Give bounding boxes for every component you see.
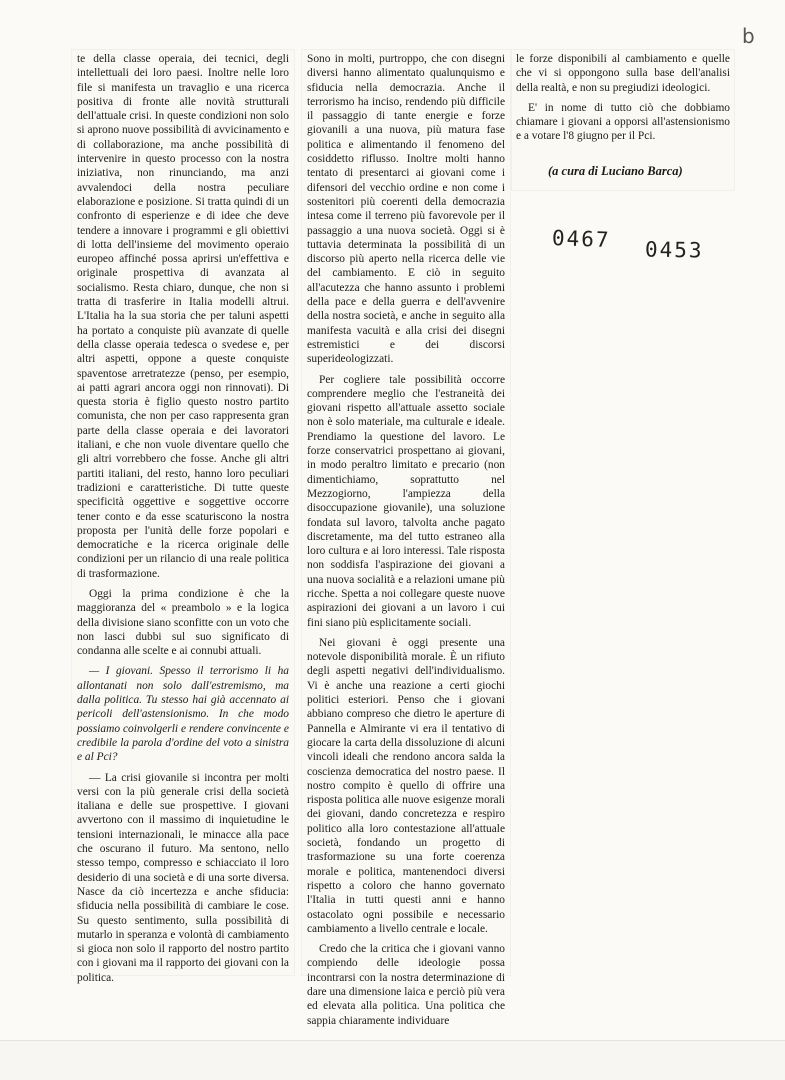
article-paragraph: — La crisi giovanile si incontra per molti versi con la più generale crisi della società italiana e delle sue prospettive. I giovani avvertono con il massimo di inquietudine le tensioni internazionali, le minacce alla pace che oscurano il futuro. Ma sentono, nello stesso tempo, compresso e schiacciato il loro desiderio di una società e di una sorte diversa. Nasce da ciò incertezza e anche sfiducia: sfiducia nella possibilità di cambiare le cose. Su questo sentimento, sulla possibilità di mutarlo in speranza e volontà di cambiamento si gioca non solo il rapporto del nostro partito con i giovani ma il rapporto dei giovani con la politica.	[77, 771, 289, 984]
article-paragraph: te della classe operaia, dei tecnici, degli intellettuali dei loro paesi. Inoltre nelle loro file si manifesta un travaglio e una ricerca positiva di fronte alle novità strutturali dell'attuale crisi. In queste condizioni non solo si aprono nuove possibilità di avvicinamento e di collaborazione, ma anche possibilità di intervenire in questo processo con la nostra iniziativa, non rinunciando, ma anzi avvalendoci della nostra peculiare elaborazione e posizione. Si tratta quindi di un confronto di esperienze e di idee che deve tendere a innovare i programmi e gli obiettivi di lotta dell'insieme del movimento operaio europeo affinché possa aprirsi un'effettiva e originale prospettiva di avanzata al socialismo. Resta chiaro, dunque, che non si tratta di trasferire in Italia modelli altrui. L'Italia ha la sua storia che per taluni aspetti ha portato a conquiste più avanzate di quelle della classe operaia tedesca o svedese e, per altri aspetti, oppone a queste conquiste spaventose arretratezze (penso, per esempio, ai patti agrari ancora oggi non rinnovati). Di questa storia è figlio questo nostro partito comunista, che non per caso rappresenta gran parte della classe operaia e dei lavoratori italiani, e che non vuole diventare quello che gli altri vorrebbero che fosse. Anche gli altri partiti italiani, del resto, hanno loro peculiari tradizioni e caratteristiche. Di tutte queste specificità oggettive e soggettive occorre tener conto e da esse scaturiscono la nostra proposta per l'unità delle forze popolari e democratiche e la ricerca originale delle condizioni per un rilancio di una reale politica di trasformazione.	[77, 53, 289, 580]
archive-stamp-number-1: 0467	[551, 225, 611, 253]
article-paragraph: Sono in molti, purtroppo, che con disegni diversi hanno alimentato qualunquismo e sfiducia nella democrazia. Anche il terrorismo ha inciso, rendendo più difficile il passaggio di tante energie e forze giovanili a una nuova, più matura fase politica e alimentando il fenomeno del cosiddetto riflusso. Inoltre molti hanno tentato di presentarci ai giovani come i difensori del vecchio ordine e non come i sostenitori più coerenti della democrazia intesa come il terreno più favorevole per il passaggio a una nuova società. Oggi si è tuttavia determinata la possibilità di un discorso più aperto nella ricerca delle vie del cambiamento. E ciò in seguito all'acutezza che hanno assunto i problemi della pace e della guerra e dell'avvenire della nostra società, e anche in seguito alla manifesta vacuità e alla crisi dei disegni estremistici e dei discorsi superideologizzati.	[307, 53, 505, 366]
article-paragraph: Nei giovani è oggi presente una notevole disponibilità morale. È un rifiuto degli aspetti negativi dell'individualismo. Vi è anche una reazione a certi giochi politici esteriori. Penso che i giovani abbiano compreso che dietro le aperture di Pannella e Almirante vi era il tentativo di giocare la carta della dissoluzione di alcuni vincoli ideali che rendono ancora salda la coscienza democratica del nostro paese. Il nostro compito è quello di offrire una risposta politica alle nuove esigenze morali dei giovani, dando concretezza e respiro politico alla loro contestazione all'attuale società, fondando un progetto di trasformazione su una forte coerenza morale e politica, mantenendoci diversi rispetto a coloro che hanno governato l'Italia in tutti questi anni e hanno ostacolato ogni possibile e necessario cambiamento a livello centrale e locale.	[307, 636, 505, 935]
interview-question: — I giovani. Spesso il terrorismo li ha allontanati non solo dall'estremismo, ma dalla politica. Tu stesso hai già accennato ai pericoli dell'astensionismo. In che modo possiamo coinvolgerli e rendere convincente e credibile la parola d'ordine del voto a sinistra e al Pci?	[77, 665, 289, 764]
article-paragraph: le forze disponibili al cambiamento e quelle che vi si oppongono sulla base dell'analisi della realtà, e non su pregiudizi ideologici.	[516, 53, 730, 94]
article-column-2	[307, 52, 505, 1034]
article-paragraph: E' in nome di tutto ciò che dobbiamo chiamare i giovani a opporsi all'astensionismo e a votare l'8 giugno per il Pci.	[516, 101, 730, 143]
article-column-1	[77, 52, 289, 991]
handwritten-corner-mark: b	[742, 24, 755, 48]
article-column-3	[516, 52, 730, 150]
article-paragraph: Oggi la prima condizione è che la maggioranza del « preambolo » e la logica della divisione siano sconfitte con un voto che non lasci dubbi sul suo significato di condanna alle scelte e ai connubi attuali.	[77, 587, 289, 658]
author-signature: (a cura di Luciano Barca)	[548, 164, 683, 178]
archive-stamp-number-2: 0453	[644, 237, 704, 263]
article-paragraph: Per cogliere tale possibilità occorre comprendere meglio che l'estraneità dei giovani rispetto all'attuale assetto sociale non è solo materiale, ma culturale e ideale. Prendiamo la questione del lavoro. Le forze conservatrici prospettano ai giovani, in modo peraltro limitato e precario (non dimentichiamo, soprattutto nel Mezzogiorno, l'ampiezza della disoccupazione giovanile), una soluzione fondata sul lavoro, talvolta anche pagato discretamente, ma del tutto estraneo alla loro cultura e ai loro interessi. Tale risposta non soddisfa l'aspirazione dei giovani a una nuova socialità e a relazioni umane più ricche. Spetta a noi collegare queste nuove aspirazioni dei giovani a un lavoro i cui fini siano più esplicitamente sociali.	[307, 373, 505, 629]
article-paragraph: Credo che la critica che i giovani vanno compiendo delle ideologie possa incontrarsi con la nostra determinazione di dare una dimensione laica e perciò più vera ed elevata alla politica. Una politica che sappia chiaramente individuare	[307, 943, 505, 1027]
